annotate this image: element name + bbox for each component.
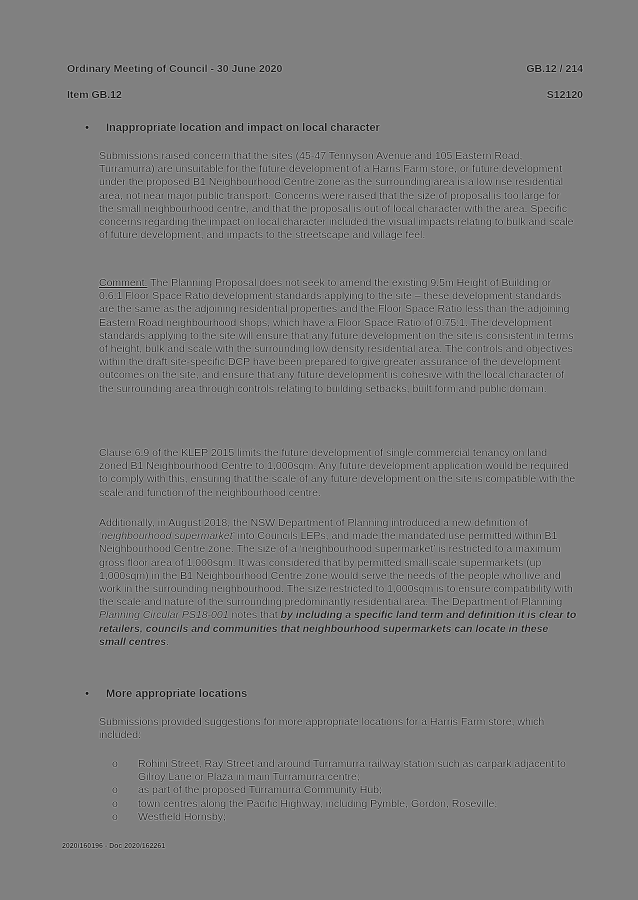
paragraph-additionally — [99, 517, 577, 649]
list-item — [112, 798, 582, 811]
footer-reference: 2020/160196 - Doc 2020/162261 — [62, 843, 166, 850]
bullet-icon: • — [85, 122, 89, 134]
list-item-text: as part of the proposed Turramurra Community Hub; — [138, 784, 382, 797]
circle-bullet-icon: o — [112, 758, 118, 770]
paragraph-submissions-concern: Submissions raised concern that the sites (45-47 Tennyson Avenue and 105 Eastern Road, Turramurra) are unsuitable for the future development of a Harris Farm store, or future development under the proposed B1 Neighbourhood Centre zone as the surrounding area is a low rise residential area, not near major public transport. Concerns were raised that the size of proposal is too large for the small neighbourhood centre, and that the proposal is out of local character with the area. Specific concerns regarding the impact on local character included the visual impacts relating to bulk and scale of future development, and impacts to the streetscape and village feel. — [99, 150, 574, 242]
bullet-icon: • — [85, 688, 89, 700]
text: Additionally, in August 2018, the NSW Department of Planning introduced a new definition of ‘ — [99, 517, 528, 543]
list-item — [112, 811, 582, 824]
circle-bullet-icon: o — [112, 784, 118, 797]
list-item — [112, 758, 582, 784]
heading-text: More appropriate locations — [106, 688, 248, 700]
page-reference: GB.12 / 214 — [526, 63, 583, 75]
document-reference: S12120 — [546, 89, 583, 101]
list-item-text: Westfield Hornsby; — [138, 810, 226, 823]
section-heading-locations — [80, 688, 247, 700]
paragraph-suggestions: Submissions provided suggestions for more appropriate locations for a Harris Farm store, which included: — [99, 716, 545, 742]
circle-bullet-icon: o — [112, 797, 118, 810]
list-item — [112, 784, 582, 797]
heading-text: Inappropriate location and impact on local character — [106, 122, 380, 134]
item-number: Item GB.12 — [67, 89, 122, 101]
circular-quote: by including a specific land term and definition it is clear to retailers, councils and communities that neighbourhood supermarkets can locate in these small centres — [99, 609, 577, 648]
planning-circular-ref: Planning Circular PS18-001 — [99, 609, 229, 622]
suggested-locations-list — [112, 758, 582, 824]
item-header — [67, 89, 583, 101]
comment-text: The Planning Proposal does not seek to amend the existing 9.5m Height of Building or 0.6:1 Floor Space Ratio development standards applying to the site – these development standards are the same as the adjoining residential properties and the Floor Space Ratio less than the adjoining Eastern Road neighbourhood shops, which have a Floor Space Ratio of 0.75:1. The development standards applying to the site will ensure that any future development on the site is consistent in terms of height, bulk and scale with the surrounding low density residential area. The controls and objectives within the draft site-specific DCP have been prepared to give greater assurance of the development outcomes on the site, and ensure that any future development is cohesive with the local character of the surrounding area through controls relating to building setbacks, built form and public domain. — [99, 277, 574, 395]
circle-bullet-icon: o — [112, 810, 118, 823]
list-item-text: town centres along the Pacific Highway, including Pymble, Gordon, Roseville; — [138, 797, 498, 810]
term-neighbourhood-supermarket: neighbourhood supermarket — [101, 530, 233, 543]
page-header — [67, 63, 583, 75]
meeting-title: Ordinary Meeting of Council - 30 June 2020 — [67, 63, 283, 75]
comment-label: Comment: — [99, 277, 148, 289]
list-item-text: Rohini Street, Ray Street and around Turramurra railway station such as carpark adjacent to Gilroy Lane or Plaza in main Turramurra centre; — [138, 758, 566, 784]
text: ’ into Councils LEPs, and made the mandated use permitted within B1 Neighbourhood Centre zone. The size of a ‘neighbourhood supermarket’ is restricted to a maximum gross floor area of 1,000sqm. It was considered that by permitted small-scale supermarkets (up 1,000sqm) in the B1 Neighbourhood Centre zone would serve the needs of the people who live and work in the surrounding neighbourhood. The size restricted to 1,000sqm is to ensure compatibility with the scale and nature of the surrounding predominantly residential area. The Department of Planning — [99, 530, 573, 609]
text: . — [166, 635, 170, 648]
section-heading-location — [80, 122, 380, 134]
text: notes that — [228, 609, 281, 622]
paragraph-comment — [99, 277, 577, 396]
paragraph-clause: Clause 6.9 of the KLEP 2015 limits the future development of single commercial tenancy on land zoned B1 Neighbourhood Centre to 1,000sqm. Any future development application would be required to comply with this, ensuring that the scale of any future development on the site is compatible with the scale and function of the neighbourhood centre. — [99, 447, 576, 499]
